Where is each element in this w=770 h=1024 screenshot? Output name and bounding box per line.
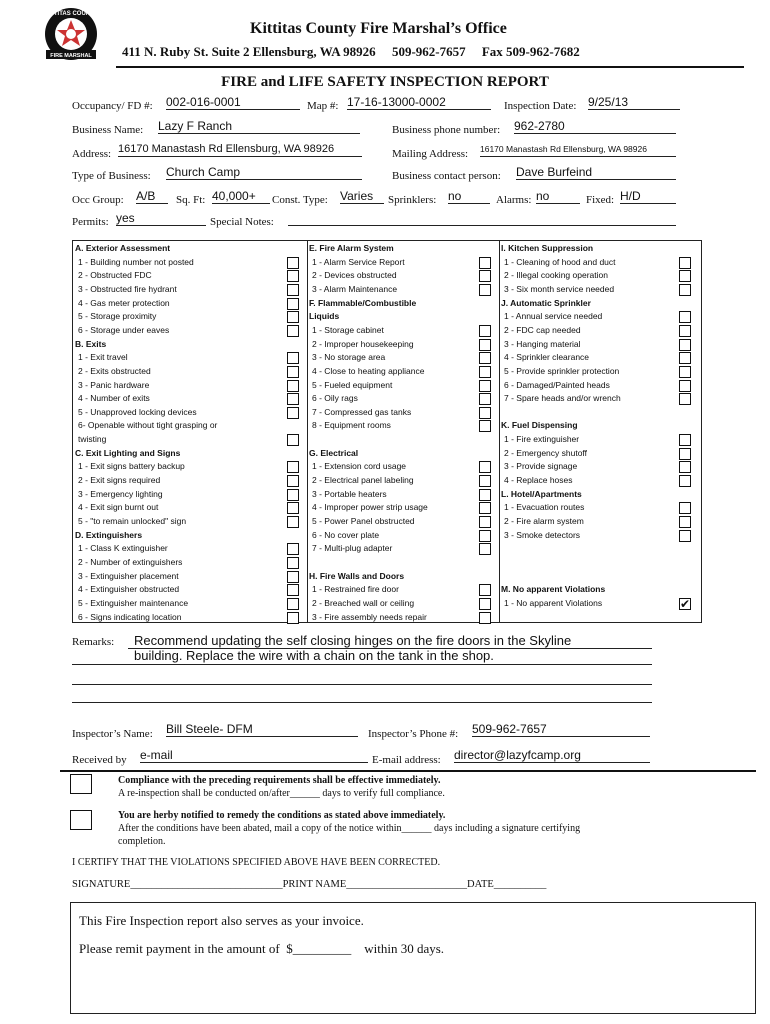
occ-group-field[interactable]: A/B bbox=[136, 189, 168, 204]
checklist-item: 4 - Improper power strip usage bbox=[312, 502, 428, 513]
business-type-label: Type of Business: bbox=[72, 170, 151, 182]
business-name-field[interactable]: Lazy F Ranch bbox=[158, 119, 360, 134]
checklist-item: 5 - Power Panel obstructed bbox=[312, 516, 415, 526]
checklist-item: 1 - Building number not posted bbox=[78, 256, 194, 267]
invoice-line-1: This Fire Inspection report also serves as your invoice. bbox=[79, 913, 364, 928]
checklist-checkbox[interactable] bbox=[479, 380, 491, 392]
compliance-text: A re-inspection shall be conducted on/after______ days to verify full compliance. bbox=[118, 788, 445, 799]
occ-group-label: Occ Group: bbox=[72, 194, 124, 206]
checklist-checkbox[interactable] bbox=[479, 598, 491, 610]
inspector-name-field[interactable]: Bill Steele- DFM bbox=[166, 722, 358, 737]
checklist-section-heading: A. Exterior Assessment bbox=[75, 243, 171, 253]
checklist-checkbox[interactable] bbox=[679, 270, 691, 282]
checklist-section-heading: F. Flammable/Combustible bbox=[309, 297, 417, 308]
checklist-column-3 bbox=[499, 241, 703, 622]
sprinklers-label: Sprinklers: bbox=[388, 194, 437, 206]
office-title: Kittitas County Fire Marshal’s Office bbox=[250, 20, 507, 37]
occupancy-field[interactable]: 002-016-0001 bbox=[166, 95, 300, 110]
checklist-item bbox=[307, 433, 499, 447]
checklist-checkbox[interactable] bbox=[679, 461, 691, 473]
checklist-section-heading: H. Fire Walls and Doors bbox=[309, 570, 405, 581]
checklist-checkbox[interactable] bbox=[287, 543, 299, 555]
checklist-checkbox[interactable] bbox=[679, 380, 691, 392]
checklist-item: 6 - Oily rags bbox=[312, 393, 358, 404]
checklist-checkbox[interactable] bbox=[287, 557, 299, 569]
received-by-field[interactable]: e-mail bbox=[140, 748, 368, 763]
permits-field[interactable]: yes bbox=[116, 211, 206, 226]
checklist-section-heading: Liquids bbox=[309, 311, 340, 322]
checklist-checkbox[interactable] bbox=[479, 339, 491, 351]
checklist-checkbox[interactable] bbox=[287, 298, 299, 310]
office-phone: 509-962-7657 bbox=[391, 44, 466, 59]
checklist-checkbox[interactable] bbox=[479, 257, 491, 269]
compliance-heading: Compliance with the preceding requirements shall be effective immediately. bbox=[118, 775, 441, 786]
checklist-item bbox=[499, 406, 703, 420]
fire-marshal-logo bbox=[28, 6, 114, 62]
remarks-label: Remarks: bbox=[72, 636, 115, 648]
checklist-checkbox[interactable] bbox=[287, 257, 299, 269]
checklist-section-heading: I. Kitchen Suppression bbox=[501, 243, 594, 253]
checklist-item: 3 - No storage area bbox=[312, 352, 386, 363]
alarms-field[interactable]: no bbox=[536, 189, 580, 204]
checklist-item: 2 - FDC cap needed bbox=[504, 324, 581, 335]
checklist-item: 3 - Hanging material bbox=[504, 338, 581, 349]
checklist-checkbox[interactable] bbox=[679, 393, 691, 405]
checklist-item: 1 - Storage cabinet bbox=[312, 324, 384, 335]
inspector-phone-label: Inspector’s Phone #: bbox=[368, 728, 459, 740]
checklist-section-heading: C. Exit Lighting and Signs bbox=[75, 447, 181, 458]
checklist-checkbox[interactable] bbox=[287, 407, 299, 419]
checklist-checkbox[interactable] bbox=[479, 420, 491, 432]
signature-line[interactable]: SIGNATURE_____________________________PRINT NAME_______________________DATE__________ bbox=[72, 879, 547, 890]
checklist-checkbox[interactable] bbox=[287, 380, 299, 392]
checklist-item: 1 - Extension cord usage bbox=[312, 461, 407, 472]
checklist-checkbox[interactable] bbox=[287, 612, 299, 624]
checklist-section-heading: D. Extinguishers bbox=[75, 529, 143, 540]
checklist-item bbox=[499, 570, 703, 584]
special-notes-field[interactable] bbox=[288, 211, 676, 226]
remedy-text-2: completion. bbox=[118, 836, 166, 847]
checklist-item: 5 - Fueled equipment bbox=[312, 379, 393, 390]
checklist-checkbox[interactable] bbox=[287, 270, 299, 282]
checklist-checkbox[interactable] bbox=[679, 475, 691, 487]
checklist-item: 1 - No apparent Violations bbox=[504, 597, 603, 608]
checklist-checkbox[interactable] bbox=[679, 516, 691, 528]
checklist-checkbox[interactable] bbox=[287, 311, 299, 323]
checklist-item: 4 - Close to heating appliance bbox=[312, 365, 425, 376]
checklist-item: 4 - Sprinkler clearance bbox=[504, 352, 590, 363]
invoice-amount-field[interactable]: $_________ bbox=[286, 941, 352, 956]
checklist-item: 5 - Extinguisher maintenance bbox=[78, 597, 189, 608]
checklist-checkbox[interactable] bbox=[479, 502, 491, 514]
checklist-checkbox[interactable] bbox=[287, 461, 299, 473]
inspection-checklist-table bbox=[72, 240, 702, 623]
checklist-item: 1 - Exit signs battery backup bbox=[78, 461, 185, 472]
checklist-item: 3 - Fire assembly needs repair bbox=[312, 611, 427, 622]
checklist-item: 3 - Portable heaters bbox=[312, 488, 387, 499]
checklist-item bbox=[499, 556, 703, 570]
checklist-item bbox=[307, 556, 499, 570]
checklist-item: 2 - Improper housekeeping bbox=[312, 338, 414, 349]
checklist-checkbox[interactable] bbox=[287, 352, 299, 364]
checklist-item: 3 - Obstructed fire hydrant bbox=[78, 283, 177, 294]
checklist-checkbox[interactable] bbox=[679, 434, 691, 446]
checklist-item: 6- Openable without tight grasping or bbox=[78, 420, 218, 431]
sprinklers-field[interactable]: no bbox=[448, 189, 490, 204]
checklist-checkbox[interactable] bbox=[679, 366, 691, 378]
checklist-item: 7 - Spare heads and/or wrench bbox=[504, 393, 621, 404]
email-label: E-mail address: bbox=[372, 754, 441, 766]
checklist-item: 1 - Alarm Service Report bbox=[312, 256, 405, 267]
checklist-checkbox[interactable] bbox=[287, 434, 299, 446]
invoice-remit-text: Please remit payment in the amount of bbox=[79, 941, 280, 956]
remarks-line-1[interactable]: Recommend updating the self closing hinges on the fire doors in the Skyline bbox=[134, 633, 572, 648]
business-phone-label: Business phone number: bbox=[392, 124, 501, 136]
checklist-item: 3 - Smoke detectors bbox=[504, 529, 581, 540]
invoice-box bbox=[70, 902, 756, 1014]
checklist-section-heading: E. Fire Alarm System bbox=[309, 243, 394, 253]
invoice-line-2 bbox=[79, 941, 444, 957]
business-name-label: Business Name: bbox=[72, 124, 144, 136]
contact-person-field[interactable]: Dave Burfeind bbox=[516, 165, 676, 180]
checklist-section-heading: J. Automatic Sprinkler bbox=[501, 297, 591, 308]
checklist-checkbox[interactable] bbox=[287, 571, 299, 583]
inspection-date-label: Inspection Date: bbox=[504, 100, 577, 112]
checklist-section-heading: G. Electrical bbox=[309, 447, 359, 458]
checklist-checkbox[interactable] bbox=[287, 325, 299, 337]
sqft-field[interactable]: 40,000+ bbox=[212, 189, 270, 204]
checklist-section-heading: L. Hotel/Apartments bbox=[501, 488, 582, 499]
checklist-section-heading: K. Fuel Dispensing bbox=[501, 420, 578, 431]
checklist-checkbox[interactable] bbox=[479, 530, 491, 542]
checklist-checkbox[interactable] bbox=[479, 366, 491, 378]
checklist-item: 6 - Damaged/Painted heads bbox=[504, 379, 610, 390]
checklist-item: 5 - "to remain unlocked" sign bbox=[78, 516, 187, 526]
checklist-checkbox[interactable] bbox=[479, 475, 491, 487]
checklist-item: 4 - Exit sign burnt out bbox=[78, 502, 159, 513]
checklist-item: 7 - Compressed gas tanks bbox=[312, 406, 412, 417]
checklist-checkbox[interactable] bbox=[479, 270, 491, 282]
report-title: FIRE and LIFE SAFETY INSPECTION REPORT bbox=[221, 74, 549, 90]
email-field[interactable]: director@lazyfcamp.org bbox=[454, 748, 650, 763]
const-type-label: Const. Type: bbox=[272, 194, 328, 206]
office-address-line bbox=[122, 44, 580, 60]
checklist-item: 6 - Signs indicating location bbox=[78, 611, 182, 622]
occupancy-label: Occupancy/ FD #: bbox=[72, 100, 153, 112]
section-divider bbox=[60, 770, 756, 772]
checklist-item: 4 - Gas meter protection bbox=[78, 297, 170, 308]
checklist-checkbox[interactable] bbox=[479, 543, 491, 555]
mailing-address-label: Mailing Address: bbox=[392, 148, 469, 160]
checklist-checkbox[interactable] bbox=[679, 448, 691, 460]
checklist-item: 3 - Provide signage bbox=[504, 461, 578, 472]
office-address: 411 N. Ruby St. Suite 2 Ellensburg, WA 98926 bbox=[122, 44, 376, 59]
checklist-item: 2 - Exit signs required bbox=[78, 475, 161, 486]
checklist-item: 2 - Fire alarm system bbox=[504, 516, 584, 526]
checklist-section-heading: M. No apparent Violations bbox=[501, 584, 606, 595]
special-notes-label: Special Notes: bbox=[210, 216, 274, 228]
checklist-item: 3 - Alarm Maintenance bbox=[312, 283, 398, 294]
checklist-checkbox[interactable] bbox=[287, 284, 299, 296]
mailing-address-field[interactable]: 16170 Manastash Rd Ellensburg, WA 98926 bbox=[480, 142, 676, 157]
fixed-field[interactable]: H/D bbox=[620, 189, 676, 204]
checklist-checkbox[interactable] bbox=[479, 393, 491, 405]
remedy-heading: You are herby notified to remedy the conditions as stated above immediately. bbox=[118, 810, 446, 821]
checklist-item: 2 - Exits obstructed bbox=[78, 365, 151, 376]
checklist-item: 3 - Extinguisher placement bbox=[78, 570, 179, 581]
checklist-checkbox[interactable] bbox=[679, 311, 691, 323]
checklist-item: 2 - Emergency shutoff bbox=[504, 447, 587, 458]
checklist-item: 1 - Class K extinguisher bbox=[78, 543, 168, 554]
checklist-checkbox[interactable] bbox=[287, 489, 299, 501]
checklist-checkbox[interactable] bbox=[679, 284, 691, 296]
checklist-checkbox[interactable] bbox=[679, 502, 691, 514]
map-label: Map #: bbox=[307, 100, 339, 112]
checklist-checkbox[interactable] bbox=[679, 352, 691, 364]
alarms-label: Alarms: bbox=[496, 194, 532, 206]
checklist-checkbox[interactable] bbox=[287, 516, 299, 528]
logo-bottom-text: FIRE MARSHAL bbox=[50, 53, 92, 59]
compliance-checkbox[interactable] bbox=[70, 774, 92, 794]
checklist-item: 5 - Storage proximity bbox=[78, 311, 157, 322]
checklist-checkbox[interactable] bbox=[679, 530, 691, 542]
checklist-checkbox[interactable] bbox=[287, 366, 299, 378]
checklist-checkbox[interactable] bbox=[679, 339, 691, 351]
checklist-item: 2 - Number of extinguishers bbox=[78, 556, 183, 567]
checklist-checkbox[interactable] bbox=[479, 352, 491, 364]
checklist-checkbox[interactable] bbox=[479, 489, 491, 501]
checklist-checkbox-checked[interactable]: ✔ bbox=[680, 596, 691, 611]
checklist-item: 5 - Provide sprinkler protection bbox=[504, 365, 620, 376]
inspector-name-label: Inspector’s Name: bbox=[72, 728, 153, 740]
checklist-item: 1 - Evacuation routes bbox=[504, 502, 585, 513]
fixed-label: Fixed: bbox=[586, 194, 615, 206]
logo-top-text: KITTITAS COUNTY bbox=[44, 11, 98, 17]
checklist-checkbox[interactable] bbox=[479, 407, 491, 419]
remedy-text: After the conditions have been abated, mail a copy of the notice within______ days including a signature certifying bbox=[118, 823, 581, 834]
business-type-field[interactable]: Church Camp bbox=[166, 165, 362, 180]
checklist-column-2 bbox=[307, 241, 499, 622]
certify-statement: I CERTIFY THAT THE VIOLATIONS SPECIFIED ABOVE HAVE BEEN CORRECTED. bbox=[72, 857, 441, 868]
checklist-item: 3 - Six month service needed bbox=[504, 283, 615, 294]
checklist-item: 1 - Exit travel bbox=[78, 352, 128, 363]
map-field[interactable]: 17-16-13000-0002 bbox=[347, 95, 491, 110]
checklist-checkbox[interactable] bbox=[287, 502, 299, 514]
inspection-date-field[interactable]: 9/25/13 bbox=[588, 95, 680, 110]
checklist-checkbox[interactable] bbox=[287, 584, 299, 596]
header-divider bbox=[116, 66, 744, 68]
contact-person-label: Business contact person: bbox=[392, 170, 501, 182]
address-field[interactable]: 16170 Manastash Rd Ellensburg, WA 98926 bbox=[118, 142, 362, 157]
checklist-checkbox[interactable] bbox=[479, 516, 491, 528]
checklist-item: 3 - Panic hardware bbox=[78, 379, 150, 390]
const-type-field[interactable]: Varies bbox=[340, 189, 384, 204]
checklist-item: 1 - Cleaning of hood and duct bbox=[504, 256, 616, 267]
checklist-checkbox[interactable] bbox=[479, 461, 491, 473]
checklist-item: 5 - Unapproved locking devices bbox=[78, 406, 197, 417]
checklist-checkbox[interactable] bbox=[479, 284, 491, 296]
checklist-checkbox[interactable] bbox=[287, 393, 299, 405]
checklist-checkbox[interactable] bbox=[679, 257, 691, 269]
permits-label: Permits: bbox=[72, 216, 109, 228]
checklist-item: 6 - Storage under eaves bbox=[78, 324, 170, 335]
checklist-item: 7 - Multi-plug adapter bbox=[312, 543, 393, 554]
checklist-item: 8 - Equipment rooms bbox=[312, 420, 391, 431]
checklist-item: 1 - Restrained fire door bbox=[312, 584, 399, 595]
remarks-line-2[interactable]: building. Replace the wire with a chain on the tank in the shop. bbox=[134, 648, 494, 663]
address-label: Address: bbox=[72, 148, 112, 160]
business-phone-field[interactable]: 962-2780 bbox=[514, 119, 676, 134]
checklist-item: 2 - Obstructed FDC bbox=[78, 270, 152, 281]
checklist-item: 4 - Number of exits bbox=[78, 393, 150, 404]
checklist-section-heading: B. Exits bbox=[75, 338, 107, 349]
checklist-item: 4 - Replace hoses bbox=[504, 475, 573, 486]
checklist-checkbox[interactable] bbox=[679, 325, 691, 337]
checklist-item: 6 - No cover plate bbox=[312, 529, 380, 540]
checklist-column-1 bbox=[73, 241, 307, 622]
inspector-phone-field[interactable]: 509-962-7657 bbox=[472, 722, 650, 737]
office-fax: Fax 509-962-7682 bbox=[481, 44, 580, 59]
checklist-item: 3 - Emergency lighting bbox=[78, 488, 163, 499]
checklist-item: 2 - Electrical panel labeling bbox=[312, 475, 414, 486]
checklist-checkbox[interactable] bbox=[287, 598, 299, 610]
checklist-item: 1 - Fire extinguisher bbox=[504, 434, 580, 445]
checklist-item bbox=[499, 542, 703, 556]
checklist-checkbox[interactable] bbox=[479, 612, 491, 624]
checklist-checkbox[interactable] bbox=[479, 584, 491, 596]
checklist-checkbox[interactable] bbox=[479, 325, 491, 337]
checklist-item: 4 - Extinguisher obstructed bbox=[78, 584, 180, 595]
checklist-item: 2 - Devices obstructed bbox=[312, 270, 397, 281]
checklist-item: 2 - Illegal cooking operation bbox=[504, 270, 608, 281]
checklist-item: 2 - Breached wall or ceiling bbox=[312, 597, 415, 608]
checklist-item: twisting bbox=[78, 434, 107, 445]
received-by-label: Received by bbox=[72, 754, 127, 766]
checklist-item: 1 - Annual service needed bbox=[504, 311, 603, 322]
invoice-due-text: within 30 days. bbox=[364, 941, 445, 956]
remedy-checkbox[interactable] bbox=[70, 810, 92, 830]
checklist-checkbox[interactable] bbox=[287, 475, 299, 487]
sqft-label: Sq. Ft: bbox=[176, 194, 206, 206]
